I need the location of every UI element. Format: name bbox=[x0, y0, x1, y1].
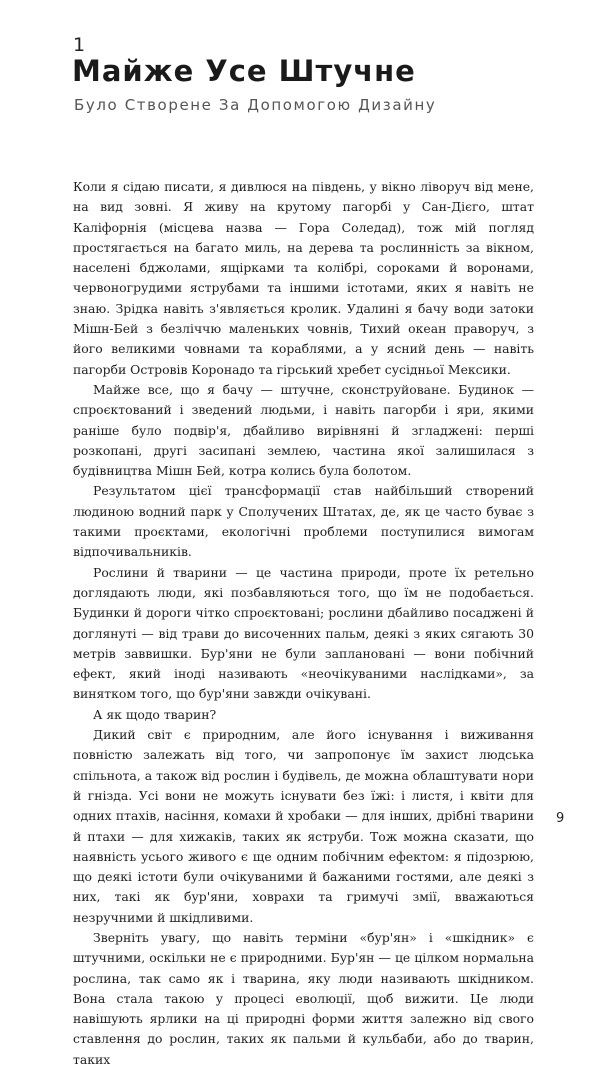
paragraph: Майже все, що я бачу — штучне, сконструйоване. Будинок — спроєктований і зведений людьми, і навіть пагорби і яри, якими раніше було подвір'я, дбайливо вирівняні й згладжені: перші розкопані, другі засипані землею, частина якої залишилася з будівництва Мішн Бей, котра колись була болотом. bbox=[73, 381, 534, 479]
page-number: 9 bbox=[556, 811, 565, 826]
chapter-title: Майже Усе Штучне bbox=[72, 54, 416, 88]
chapter-number: 1 bbox=[73, 34, 86, 56]
paragraph: Результатом цієї трансформації став найбільший створений людиною водний парк у Сполучених Штатах, де, як це часто буває з такими проєктами, екологічні проблеми поступилися вимогам відпочивальників. bbox=[73, 483, 534, 560]
paragraph: Коли я сідаю писати, я дивлюся на південь, у вікно ліворуч від мене, на вид зовні. Я живу на крутому пагорбі у Сан-Дієго, штат Каліфорнія (місцева назва — Гора Соледад), тож мій погляд простягається на багато миль, на дерева та рослинність за вікном, населені бджолами, ящірками та колібрі, сороками й воронами, червоногрудими яструбами та іншими істотами, яких я навіть не знаю. Зрідка навіть з'являється кролик. Удалині я бачу води затоки Мішн-Бей з безліччю маленьких човнів, Тихий океан праворуч, з його великими човнами та кораблями, а у ясний день — навіть пагорби Островів Коронадо та гірський хребет сусідньої Мексики. bbox=[73, 179, 534, 377]
body-text bbox=[73, 177, 534, 1070]
paragraph: Зверніть увагу, що навіть терміни «бур'ян» і «шкідник» є штучними, оскільки не є природними. Бур'ян — це цілком нормальна рослина, так само як і тварина, яку люди називають шкідником. Вона стала такою у процесі еволюції, щоб вижити. Це люди навішують ярлики на ці природні форми життя залежно від свого ставлення до рослин, таких як пальми й кульбаби, або до тварин, таких bbox=[73, 929, 534, 1067]
chapter-subtitle: Було Створене За Допомогою Дизайну bbox=[74, 96, 437, 114]
paragraph: А як щодо тварин? bbox=[93, 706, 217, 722]
paragraph: Рослини й тварини — це частина природи, проте їх ретельно доглядають люди, які позбавляються того, що їм не подобається. Будинки й дороги чітко спроєктовані; рослини дбайливо посаджені й доглянуті — від трави до височенних пальм, деякі з яких сягають 30 метрів заввишки. Бур'яни не були заплановані — вони побічний ефект, який іноді називають «неочікуваними наслідками», за винятком того, що бур'яни завжди очікувані. bbox=[73, 564, 534, 702]
paragraph: Дикий світ є природним, але його існування і виживання повністю залежать від того, чи запропонує їм захист людська спільнота, а також від рослин і будівель, де можна облаштувати нори й гнізда. Усі вони не можуть існувати без їжі: і листя, і квіти для одних птахів, насіння, комахи й хробаки — для інших, дрібні тварини й птахи — для хижаків, таких як яструби. Тож можна сказати, що наявність усього живого є ще одним побічним ефектом: я підозрюю, що деякі істоти були очікуваними й бажаними гостями, але деякі з них, такі як бур'яни, ховрахи та гримучі змії, вважаються незручними й шкідливими. bbox=[73, 727, 534, 925]
